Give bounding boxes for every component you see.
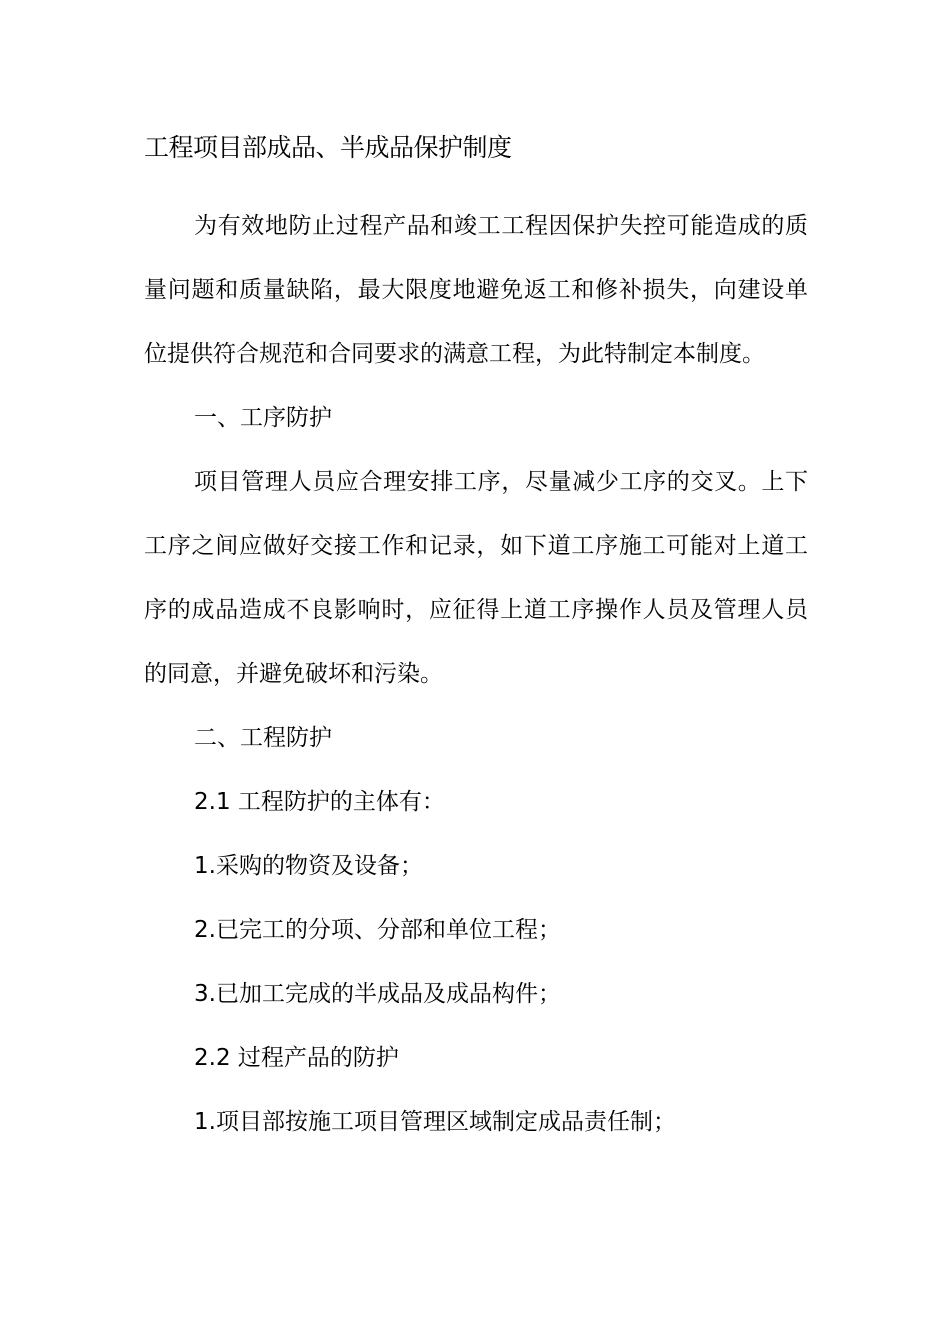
- section-heading-process-protection: 一、工序防护: [194, 405, 332, 431]
- process-protection-paragraph: 项目管理人员应合理安排工序，尽量减少工序的交叉。上下工序之间应做好交接工作和记录，如下道工序施工可能对上道工序的成品造成不良影响时，应征得上道工序操作人员及管理人员的同意，并避免破坏和污染。: [144, 469, 808, 687]
- section-heading-engineering-protection: 二、工程防护: [194, 725, 332, 751]
- document-body: [144, 194, 808, 1154]
- list-item: 2.已完工的分项、分部和单位工程；: [194, 917, 561, 943]
- list-item: 1.项目部按施工项目管理区域制定成品责任制；: [194, 1109, 676, 1135]
- list-item: 3.已加工完成的半成品及成品构件；: [194, 981, 561, 1007]
- subsection-heading-protection-subjects: 2.1 工程防护的主体有：: [194, 789, 445, 815]
- list-item: 1.采购的物资及设备；: [194, 853, 423, 879]
- intro-paragraph: 为有效地防止过程产品和竣工工程因保护失控可能造成的质量问题和质量缺陷，最大限度地避免返工和修补损失，向建设单位提供符合规范和合同要求的满意工程，为此特制定本制度。: [144, 213, 808, 367]
- subsection-heading-process-product-protection: 2.2 过程产品的防护: [194, 1045, 399, 1071]
- document-title: 工程项目部成品、半成品保护制度: [144, 133, 512, 162]
